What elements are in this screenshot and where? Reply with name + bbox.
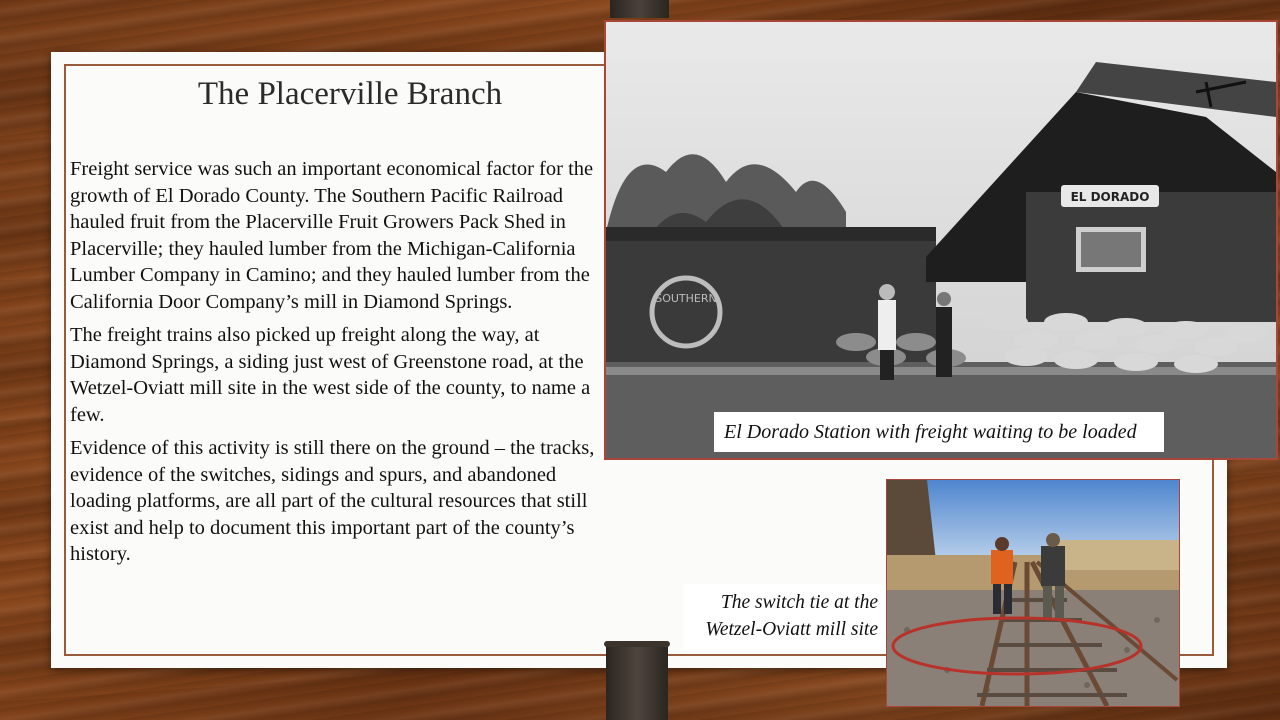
slide-body [70,156,605,575]
slide-title: The Placerville Branch [197,76,503,112]
boxcar-logo-text: SOUTHERN [655,292,717,305]
switch-tie-caption [683,584,886,650]
switch-tie-caption-line1: The switch tie at the [720,592,878,613]
switch-tie-photo [886,479,1180,707]
station-photo-illustration [606,22,1276,458]
station-sign-text: EL DORADO [1070,190,1150,204]
binder-clip-bottom [606,641,668,720]
paragraph-evidence: Evidence of this activity is still there on the ground – the tracks, evidence of the switches, sidings and spurs, and abandoned loading platforms, are all part of the cultural resources that still exist and help to document this important part of the county’s history. [70,437,595,565]
station-photo-caption: El Dorado Station with freight waiting to be loaded [714,412,1164,452]
binder-clip-top [610,0,669,18]
switch-tie-caption-line2: Wetzel-Oviatt mill site [705,619,878,640]
paragraph-freight-service: Freight service was such an important economical factor for the growth of El Dorado County. The Southern Pacific Railroad hauled fruit from the Placerville Fruit Growers Pack Shed in Placerville; they hauled lumber from the Michigan-California Lumber Company in Camino; and they hauled lumber from the California Door Company’s mill in Diamond Springs. [70,158,594,313]
el-dorado-station-photo [604,20,1278,460]
paragraph-freight-pickups: The freight trains also picked up freight along the way, at Diamond Springs, a siding just west of Greenstone road, at the Wetzel-Oviatt mill site in the west side of the county, to name a few. [70,324,591,426]
tracks-photo-illustration [887,480,1179,706]
